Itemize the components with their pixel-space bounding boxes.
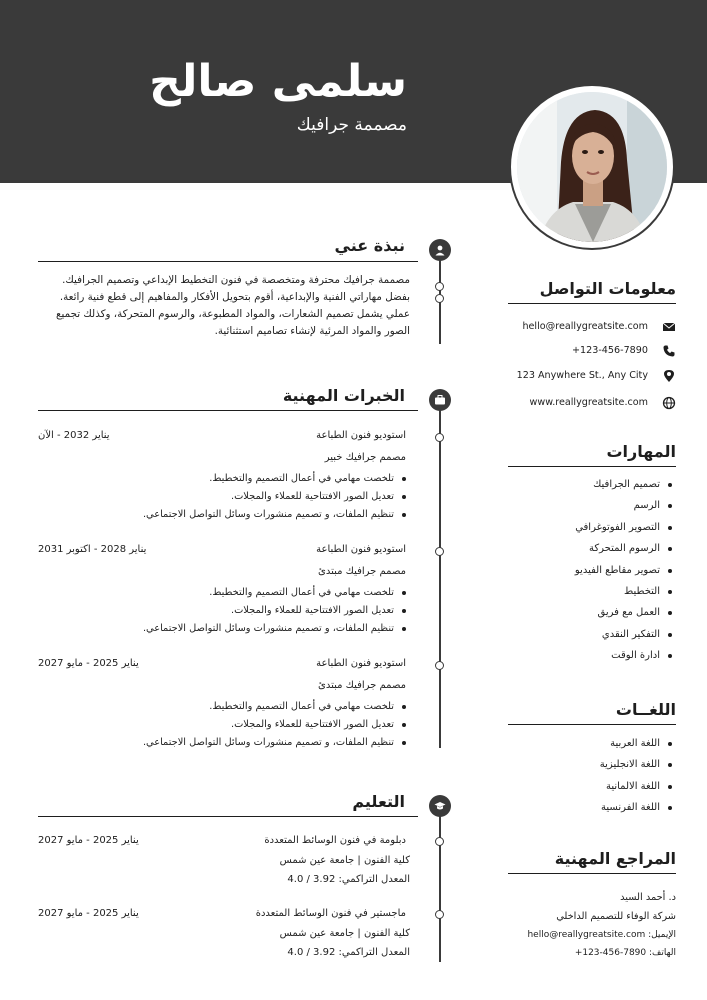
phone-icon [662, 344, 676, 358]
experience-bullet: تلخصت مهامي في أعمال التصميم والتخطيط. [38, 584, 410, 602]
timeline-dot [435, 547, 444, 556]
education-gpa: المعدل التراكمي: 3.92 / 4.0 [287, 874, 410, 885]
section-divider [508, 466, 676, 467]
envelope-icon [662, 320, 676, 334]
education-gpa: المعدل التراكمي: 3.92 / 4.0 [287, 947, 410, 958]
experience-date: يناير 2028 - اكتوبر 2031 [38, 544, 147, 555]
timeline-dot [435, 661, 444, 670]
person-name: سلمى صالح [149, 56, 407, 107]
timeline-dot [435, 294, 444, 303]
reference-name: د. أحمد السيد [620, 892, 676, 903]
timeline-dot [435, 282, 444, 291]
education-date: يناير 2025 - مايو 2027 [38, 835, 139, 846]
contact-phone-text[interactable]: +123-456-7890 [571, 345, 648, 356]
skills-list [508, 474, 676, 667]
language-item: اللغة الفرنسية [508, 797, 676, 818]
reference-company: شركة الوفاء للتصميم الداخلي [556, 911, 676, 922]
skill-item: تصوير مقاطع الفيديو [508, 560, 676, 581]
timeline-dot [435, 910, 444, 919]
section-divider [38, 261, 418, 262]
profile-text: مصممة جرافيك محترفة ومتخصصة في فنون التخطيط الإبداعي وتصميم الجرافيك. بفضل مهاراتي الفنية والإبداعية، أقوم بتحويل الأفكار والمفاهيم إلى قطع فنية رائعة. عملي يشمل تصميم الشعارات، والمواد المطبوعة، والرسوم المتحركة، وكذلك تجميع الصور والمواد المرئية لإنشاء تصاميم استثنائية. [56, 274, 410, 337]
skills-title: المهارات [606, 442, 676, 461]
experience-role: مصمم جرافيك مبتدئ [318, 680, 406, 691]
references-title: المراجع المهنية [554, 849, 676, 868]
education-title: التعليم [352, 792, 405, 811]
skill-item: التصوير الفوتوغرافي [508, 517, 676, 538]
contact-address-text: 123 Anywhere St., Any City [516, 370, 648, 381]
education-date: يناير 2025 - مايو 2027 [38, 908, 139, 919]
experience-bullet: تعديل الصور الافتتاحية للعملاء والمجلات. [38, 716, 410, 734]
experience-company: استوديو فنون الطباعة [316, 430, 406, 441]
experience-company: استوديو فنون الطباعة [316, 544, 406, 555]
profile-photo-frame [509, 84, 675, 250]
reference-phone: الهاتف: 7890-456-123+ [574, 948, 676, 958]
timeline-dot [435, 433, 444, 442]
location-pin-icon [662, 369, 676, 383]
skill-item: العمل مع فريق [508, 602, 676, 623]
education-school: كلية الفنون | جامعة عين شمس [279, 855, 410, 866]
experience-company: استوديو فنون الطباعة [316, 658, 406, 669]
education-item [38, 908, 410, 962]
experience-date: يناير 2032 - الآن [38, 430, 110, 441]
job-title: مصممة جرافيك [296, 115, 407, 135]
skill-item: الرسم [508, 495, 676, 516]
experience-bullet: تنظيم الملفات، و تصميم منشورات وسائل التواصل الاجتماعي. [38, 734, 410, 752]
experience-role: مصمم جرافيك خبير [324, 452, 406, 463]
skill-item: ادارة الوقت [508, 645, 676, 666]
education-school: كلية الفنون | جامعة عين شمس [279, 928, 410, 939]
section-divider [508, 873, 676, 874]
experience-role: مصمم جرافيك مبتدئ [318, 566, 406, 577]
briefcase-icon [429, 389, 451, 411]
education-degree: ماجستير في فنون الوسائط المتعددة [255, 908, 406, 919]
contact-email[interactable] [520, 320, 676, 336]
experience-bullet: تعديل الصور الافتتاحية للعملاء والمجلات. [38, 488, 410, 506]
experience-date: يناير 2025 - مايو 2027 [38, 658, 139, 669]
section-divider [38, 816, 418, 817]
experience-title: الخبرات المهنية [282, 386, 405, 405]
experience-bullet: تنظيم الملفات، و تصميم منشورات وسائل التواصل الاجتماعي. [38, 506, 410, 524]
skill-item: الرسوم المتحركة [508, 538, 676, 559]
languages-list [508, 733, 676, 819]
experience-bullet: تلخصت مهامي في أعمال التصميم والتخطيط. [38, 698, 410, 716]
experience-bullet: تنظيم الملفات، و تصميم منشورات وسائل التواصل الاجتماعي. [38, 620, 410, 638]
language-item: اللغة الالمانية [508, 776, 676, 797]
contact-address [516, 369, 676, 385]
language-item: اللغة الانجليزية [508, 754, 676, 775]
education-item [38, 835, 410, 889]
language-item: اللغة العربية [508, 733, 676, 754]
experience-bullet: تعديل الصور الافتتاحية للعملاء والمجلات. [38, 602, 410, 620]
skill-item: تصميم الجرافيك [508, 474, 676, 495]
graduation-cap-icon [429, 795, 451, 817]
reference-email: الإيميل: hello@reallygreatsite.com [527, 930, 676, 940]
experience-item [38, 544, 410, 638]
education-degree: دبلومة في فنون الوسائط المتعددة [264, 835, 406, 846]
user-icon [429, 239, 451, 261]
experience-item [38, 658, 410, 752]
reference-block [508, 888, 676, 962]
profile-title: نبذة عني [334, 236, 405, 255]
contact-phone[interactable] [520, 344, 676, 360]
section-divider [508, 303, 676, 304]
experience-item [38, 430, 410, 524]
timeline-line [439, 410, 441, 748]
skill-item: التفكير النقدي [508, 624, 676, 645]
timeline-dot [435, 837, 444, 846]
globe-icon [662, 396, 676, 410]
skill-item: التخطيط [508, 581, 676, 602]
profile-photo [517, 92, 667, 242]
contact-title: معلومات التواصل [539, 279, 676, 298]
contact-website-text[interactable]: www.reallygreatsite.com [529, 397, 648, 408]
contact-email-text[interactable]: hello@reallygreatsite.com [522, 321, 648, 332]
section-divider [508, 724, 676, 725]
section-divider [38, 410, 418, 411]
experience-bullet: تلخصت مهامي في أعمال التصميم والتخطيط. [38, 470, 410, 488]
contact-website[interactable] [520, 396, 676, 412]
languages-title: اللغــات [615, 700, 676, 719]
